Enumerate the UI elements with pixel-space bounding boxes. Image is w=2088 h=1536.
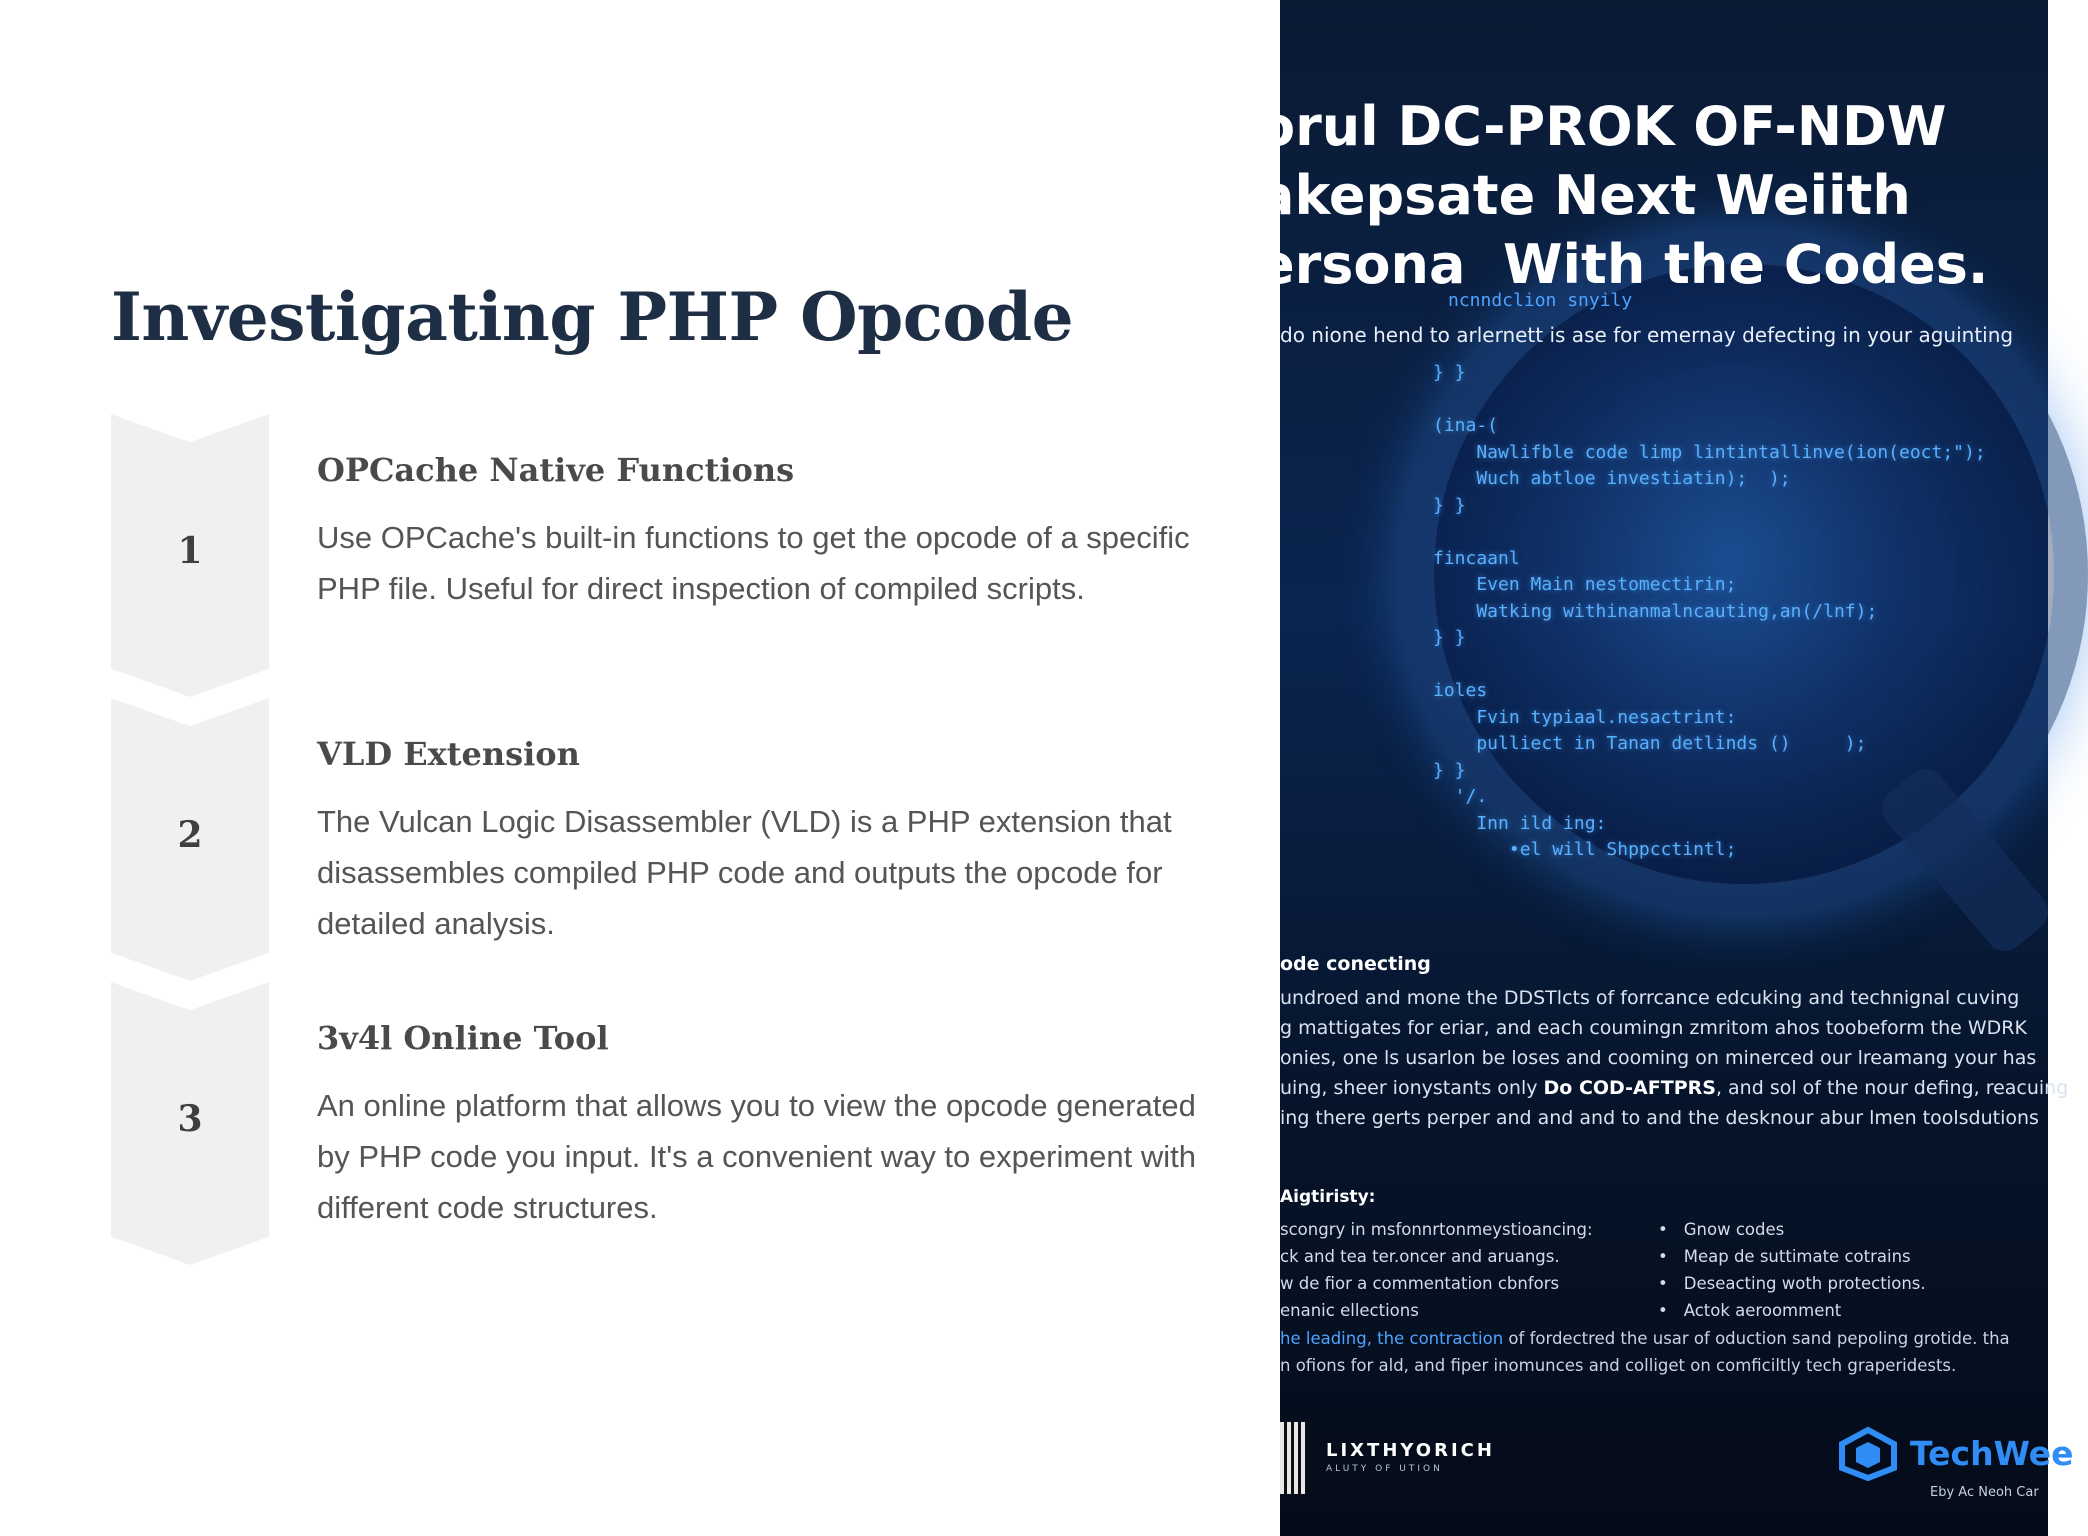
code-line xyxy=(1433,387,1986,414)
code-line: '/. xyxy=(1433,786,1488,807)
poster-subtitle: ncnndclion snyily xyxy=(1448,290,1633,311)
brand-tagline: ALUTY OF UTION xyxy=(1326,1464,1443,1474)
step-description: An online platform that allows you to view the opcode generated by PHP code you input. It's a convenient way to experiment with different code structures. xyxy=(317,1088,1196,1225)
code-line xyxy=(1433,519,1986,546)
step-number: 3 xyxy=(177,1098,203,1140)
code-snippet xyxy=(1433,360,1986,864)
step-2 xyxy=(111,698,1251,981)
logo-subtext: Eby Ac Neoh Car xyxy=(1930,1485,2039,1500)
code-line: Inn ild ing: xyxy=(1433,812,1607,834)
step-title: 3v4l Online Tool xyxy=(317,1019,609,1057)
page-title: Investigating PHP Opcode xyxy=(111,278,1074,356)
poster-paragraph: undroed and mone the DDSTlcts of forrcance edcuking and technignal cuving g mattigates for eriar, and each coumingn zmritom ahos toobeform the WDRK onies, one ls usarlon be loses and cooming on minerced our lreamang your has uing, sheer ionystants only Do COD-AFTPRS, and sol of the nour defing, reacuing ing there gerts perper and and and to and the desknour abur lmen toolsdutions xyxy=(1280,987,2069,1129)
code-line: (ina-( xyxy=(1433,415,1499,436)
poster-fine-print: he leading, the contraction of fordectred the usar of oduction sand pepoling grotide. tha n ofions for ald, and fiper inomunces and colliget on comficiltly tech graperidests. xyxy=(1280,1329,2010,1375)
cube-logo-icon xyxy=(1838,1428,1898,1480)
code-line: fincaanl xyxy=(1433,547,1520,569)
code-line: Wuch abtloe investiatin); ); xyxy=(1433,468,1791,489)
step-3 xyxy=(111,982,1251,1265)
poster-bullet-list xyxy=(1658,1216,1926,1324)
code-line: pulliect in Tanan detlinds () ); xyxy=(1433,733,1867,754)
brand-name: LIXTHYORICH xyxy=(1326,1440,1495,1461)
step-1 xyxy=(111,414,1251,697)
qr-code-icon xyxy=(1280,1422,1306,1494)
list-item: • Meap de suttimate cotrains xyxy=(1658,1243,1926,1270)
poster-image xyxy=(1258,0,2074,1536)
step-description: The Vulcan Logic Disassembler (VLD) is a PHP extension that disassembles compiled PHP code and outputs the opcode for detailed analysis. xyxy=(317,804,1172,941)
code-line: Fvin typiaal.nesactrint: xyxy=(1433,706,1737,728)
poster-section-heading: ode conecting xyxy=(1280,953,1431,975)
poster-left-column: scongry in msfonnrtonmeystioancing: ck and tea ter.oncer and aruangs. w de fior a commentation cbnfors enanic ellections xyxy=(1280,1220,1593,1320)
poster-title: orul DC-PROK OF-NDW akepsate Next Weiith ersona With the Codes. xyxy=(1258,95,1989,296)
code-line: } } xyxy=(1433,627,1466,648)
code-line xyxy=(1433,652,1986,679)
code-line: Even Main nestomectirin; xyxy=(1433,574,1737,595)
step-title: OPCache Native Functions xyxy=(317,451,795,489)
list-item: • Gnow codes xyxy=(1658,1216,1926,1243)
step-number: 2 xyxy=(177,814,203,856)
list-item: • Deseacting woth protections. xyxy=(1658,1270,1926,1297)
code-line: Watking withinanmalncauting,an(/lnf); xyxy=(1433,600,1878,622)
step-title: VLD Extension xyxy=(317,735,580,773)
code-line: } } xyxy=(1433,759,1466,781)
code-line: ioles xyxy=(1433,680,1488,701)
step-number: 1 xyxy=(177,530,203,572)
code-line: } } xyxy=(1433,362,1466,383)
list-item: • Actok aeroomment xyxy=(1658,1297,1926,1324)
logo-text: TechWee xyxy=(1910,1434,2074,1473)
step-description: Use OPCache's built-in functions to get the opcode of a specific PHP file. Useful for direct inspection of compiled scripts. xyxy=(317,520,1190,606)
code-line: •el will Shppcctintl; xyxy=(1433,839,1737,860)
poster-subheading: Aigtiristy: xyxy=(1280,1187,1376,1207)
code-line: } } xyxy=(1433,494,1466,516)
code-line: Nawlifble code limp lintintallinve(ion(eoct;"); xyxy=(1433,441,1986,463)
poster-intro: do nione hend to arlernett is ase for emernay defecting in your aguinting xyxy=(1280,323,2014,347)
